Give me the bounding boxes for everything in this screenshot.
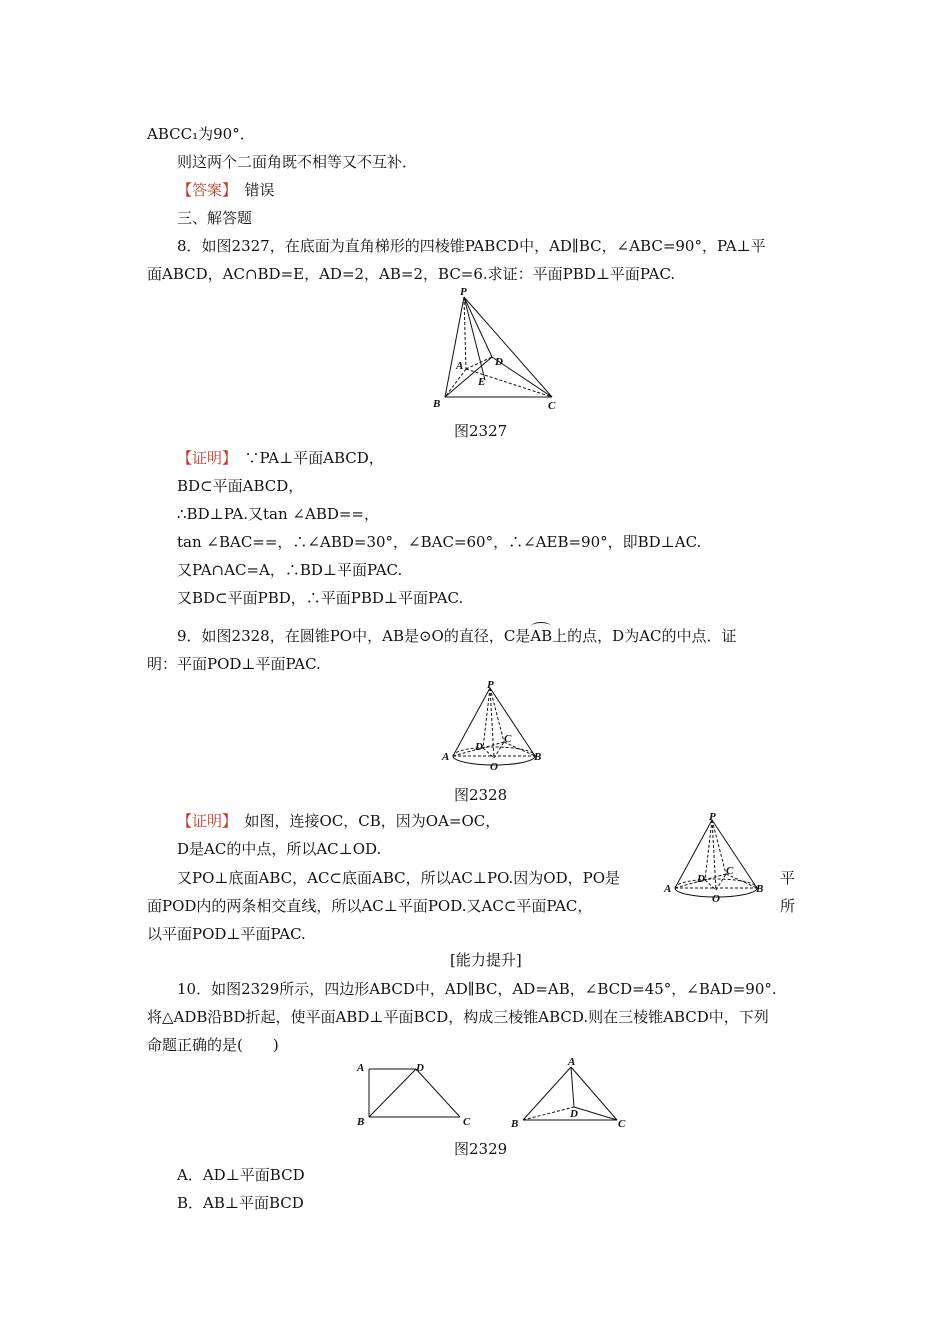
section-heading: 三、解答题 xyxy=(177,209,253,227)
figure-2328-side xyxy=(660,810,770,910)
label-C-3: C xyxy=(726,865,734,877)
proof-9-line-3: 又PO⊥底面ABC，AC⊂底面ABC，所以AC⊥PO.因为OD，PO是 xyxy=(177,869,621,887)
label-D-3: D xyxy=(697,873,705,885)
figure-2329 xyxy=(350,1055,640,1135)
label-D-4: D xyxy=(416,1062,424,1074)
question-8-line-2: 面ABCD，AC∩BD=E，AD=2，AB=2，BC=6.求证：平面PBD⊥平面PAC. xyxy=(147,265,676,283)
proof-8-line-2: BD⊂平面ABCD， xyxy=(177,477,304,495)
proof-9-side-1: 平 xyxy=(780,869,796,887)
proof-8-text-1: ∵PA⊥平面ABCD， xyxy=(229,449,384,467)
answer-tag: 【答案】 xyxy=(177,181,230,199)
proof-8-line-4: tan ∠BAC==，∴∠ABD=30°，∠BAC=60°，∴∠AEB=90°，即BD⊥AC. xyxy=(177,533,702,551)
label-O-3: O xyxy=(712,893,720,905)
question-10-line-2: 将△ADB沿BD折起，使平面ABD⊥平面BCD，构成三棱锥ABCD.则在三棱锥ABCD中，下列 xyxy=(147,1008,769,1026)
label-B-3: B xyxy=(756,883,764,895)
proof-9-tag: 【证明】 xyxy=(177,812,230,830)
figure-2327-caption: 图2327 xyxy=(454,422,508,440)
label-A: A xyxy=(456,360,464,372)
question-10-line-3: 命题正确的是( ) xyxy=(147,1036,279,1054)
question-10-line-1: 10．如图2329所示，四边形ABCD中，AD∥BC，AD=AB，∠BCD=45°，∠BAD=90°. xyxy=(177,980,777,998)
arc-ab: AB xyxy=(530,627,553,645)
proof-9-line-2: D是AC的中点，所以AC⊥OD. xyxy=(177,840,382,858)
proof-8-tag: 【证明】 xyxy=(177,449,230,467)
label-C-4: C xyxy=(463,1116,471,1128)
label-D: D xyxy=(495,356,503,368)
label-E: E xyxy=(478,376,486,388)
label-P-3: P xyxy=(709,811,716,823)
proof-8-line-3: ∴BD⊥PA.又tan ∠ABD==， xyxy=(177,505,380,523)
label-O-2: O xyxy=(490,761,498,773)
label-D-2: D xyxy=(475,741,483,753)
label-C-5: C xyxy=(618,1118,626,1130)
ability-section-heading: [能力提升] xyxy=(450,951,522,969)
line-1: ABCC₁为90°． xyxy=(147,125,255,143)
figure-2328 xyxy=(438,678,548,778)
proof-8-line-1 xyxy=(177,448,384,468)
label-D-5: D xyxy=(570,1108,578,1120)
label-A-2: A xyxy=(442,751,450,763)
label-B: B xyxy=(433,398,441,410)
answer-text: 错误 xyxy=(229,181,275,199)
label-P-2: P xyxy=(487,679,494,691)
label-A-5: A xyxy=(568,1056,576,1068)
question-8-line-1: 8．如图2327，在底面为直角梯形的四棱锥PABCD中，AD∥BC，∠ABC=90°，PA⊥平 xyxy=(177,237,766,255)
label-B-4: B xyxy=(357,1116,365,1128)
label-B-2: B xyxy=(534,751,542,763)
question-9-text-b: 上的点，D为AC的中点．证 xyxy=(552,627,737,645)
proof-9-line-1 xyxy=(177,811,500,831)
answer-line xyxy=(177,180,275,200)
proof-9-text-1: 如图，连接OC，CB，因为OA=OC， xyxy=(229,812,501,830)
proof-9-side-2: 所 xyxy=(780,897,796,915)
option-a: A．AD⊥平面BCD xyxy=(177,1166,305,1184)
figure-2329-caption: 图2329 xyxy=(454,1140,508,1158)
label-C: C xyxy=(548,400,556,412)
label-C-2: C xyxy=(504,733,512,745)
question-9-text-a: 9．如图2328，在圆锥PO中，AB是⊙O的直径，C是 xyxy=(177,627,531,645)
line-2: 则这两个二面角既不相等又不互补． xyxy=(177,153,418,171)
question-9-line-1 xyxy=(177,626,737,646)
proof-8-line-6: 又BD⊂平面PBD，∴平面PBD⊥平面PAC. xyxy=(177,589,464,607)
proof-9-line-5: 以平面POD⊥平面PAC. xyxy=(147,925,306,943)
label-A-3: A xyxy=(664,883,672,895)
label-B-5: B xyxy=(511,1118,519,1130)
label-A-4: A xyxy=(357,1062,365,1074)
figure-2327 xyxy=(420,285,570,415)
proof-8-line-5: 又PA∩AC=A，∴BD⊥平面PAC. xyxy=(177,561,403,579)
proof-9-line-4: 面POD内的两条相交直线，所以AC⊥平面POD.又AC⊂平面PAC， xyxy=(147,897,593,915)
label-P: P xyxy=(460,286,467,298)
option-b: B．AB⊥平面BCD xyxy=(177,1194,304,1212)
question-9-line-2: 明：平面POD⊥平面PAC. xyxy=(147,655,321,673)
figure-2328-caption: 图2328 xyxy=(454,786,508,804)
